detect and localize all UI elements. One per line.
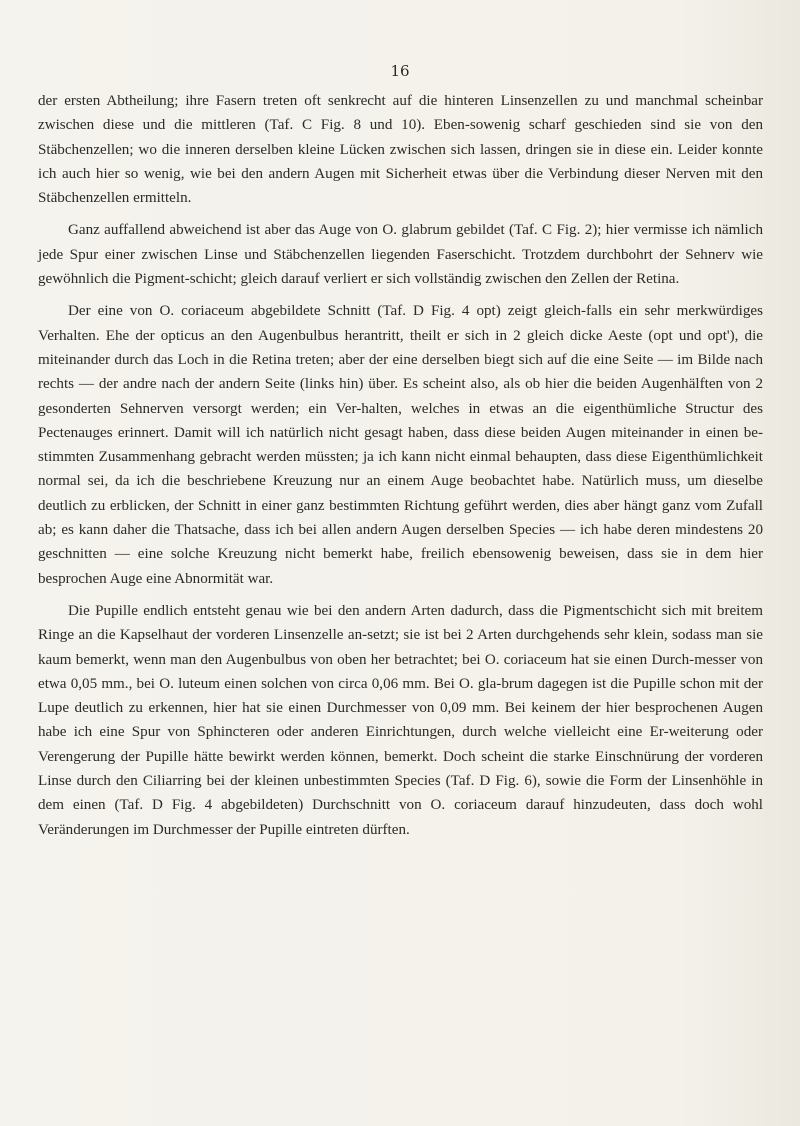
body-text — [38, 89, 763, 850]
paragraph-2: Ganz auffallend abweichend ist aber das Auge von O. glabrum gebildet (Taf. C Fig. 2); hier vermisse ich nämlich jede Spur einer zwischen Linse und Stäbchenzellen liegenden Faserschicht. Trotzdem durchbohrt der Sehnerv wie gewöhnlich die Pigment-schicht; gleich darauf verliert er sich vollständig zwischen den Zellen der Retina. — [38, 222, 763, 288]
paragraph-4: Die Pupille endlich entsteht genau wie bei den andern Arten dadurch, dass die Pigmentschicht sich mit breitem Ringe an die Kapselhaut der vorderen Linsenzelle an-setzt; sie ist bei 2 Arten durchgehends sehr klein, sodass man sie kaum bemerkt, wenn man den Augenbulbus von oben her betrachtet; bei O. coriaceum hat sie einen Durch-messer von etwa 0,05 mm., bei O. luteum einen solchen von circa 0,06 mm. Bei O. gla-brum dagegen ist die Pupille schon mit der Lupe deutlich zu erkennen, hier hat sie einen Durchmesser von 0,09 mm. Bei keinem der hier besprochenen Augen habe ich eine Spur von Sphincteren oder anderen Einrichtungen, durch welche vielleicht eine Er-weiterung oder Verengerung der Pupille hätte bewirkt werden können, bemerkt. Doch scheint die starke Einschnürung der vorderen Linse durch den Ciliarring bei der kleinen unbestimmten Species (Taf. D Fig. 6), sowie die Form der Linsenhöhle in dem einen (Taf. D Fig. 4 abgebildeten) Durchschnitt von O. coriaceum darauf hinzudeuten, dass doch wohl Veränderungen im Durchmesser der Pupille eintreten dürften. — [38, 602, 763, 838]
paragraph-3: Der eine von O. coriaceum abgebildete Schnitt (Taf. D Fig. 4 opt) zeigt gleich-falls ein sehr merkwürdiges Verhalten. Ehe der opticus an den Augenbulbus herantritt, theilt er sich in 2 gleich dicke Aeste (opt und opt'), die miteinander durch das Loch in die Retina treten; aber der eine derselben biegt sich auf die eine Seite — im Bilde nach rechts — der andre nach der andern Seite (links hin) über. Es scheint also, als ob hier die beiden Augenhälften von 2 gesonderten Sehnerven versorgt werden; ein Ver-halten, welches in etwas an die eigenthümliche Structur des Pectenauges erinnert. Damit will ich natürlich nicht gesagt haben, dass diese beiden Augen miteinander in einen be-stimmten Zusammenhang gebracht werden müssten; ja ich kann nicht einmal behaupten, dass diese Eigenthümlichkeit normal sei, da ich die beschriebene Kreuzung nur an einem Auge beobachtet habe. Natürlich muss, um dieselbe deutlich zu erblicken, der Schnitt in einer ganz bestimmten Richtung geführt werden, dies aber hängt ganz vom Zufall ab; es kann daher die Thatsache, dass ich bei allen andern Augen derselben Species — ich habe deren mindestens 20 geschnitten — eine solche Kreuzung nicht bemerkt habe, freilich ebensowenig beweisen, dass sie in dem hier besprochen Auge eine Abnormität war. — [38, 303, 763, 587]
page-number: 16 — [390, 62, 410, 80]
paragraph-1: der ersten Abtheilung; ihre Fasern treten oft senkrecht auf die hinteren Linsenzellen zu und manchmal scheinbar zwischen diese und die mittleren (Taf. C Fig. 8 und 10). Eben-sowenig scharf geschieden sind sie von den Stäbchenzellen; wo die inneren derselben kleine Lücken zwischen sich lassen, dringen sie in diese ein. Leider konnte ich auch hier so wenig, wie bei den andern Augen mit Sicherheit etwas über die Verbindung dieser Nerven mit den Stäbchenzellen ermitteln. — [38, 93, 763, 207]
